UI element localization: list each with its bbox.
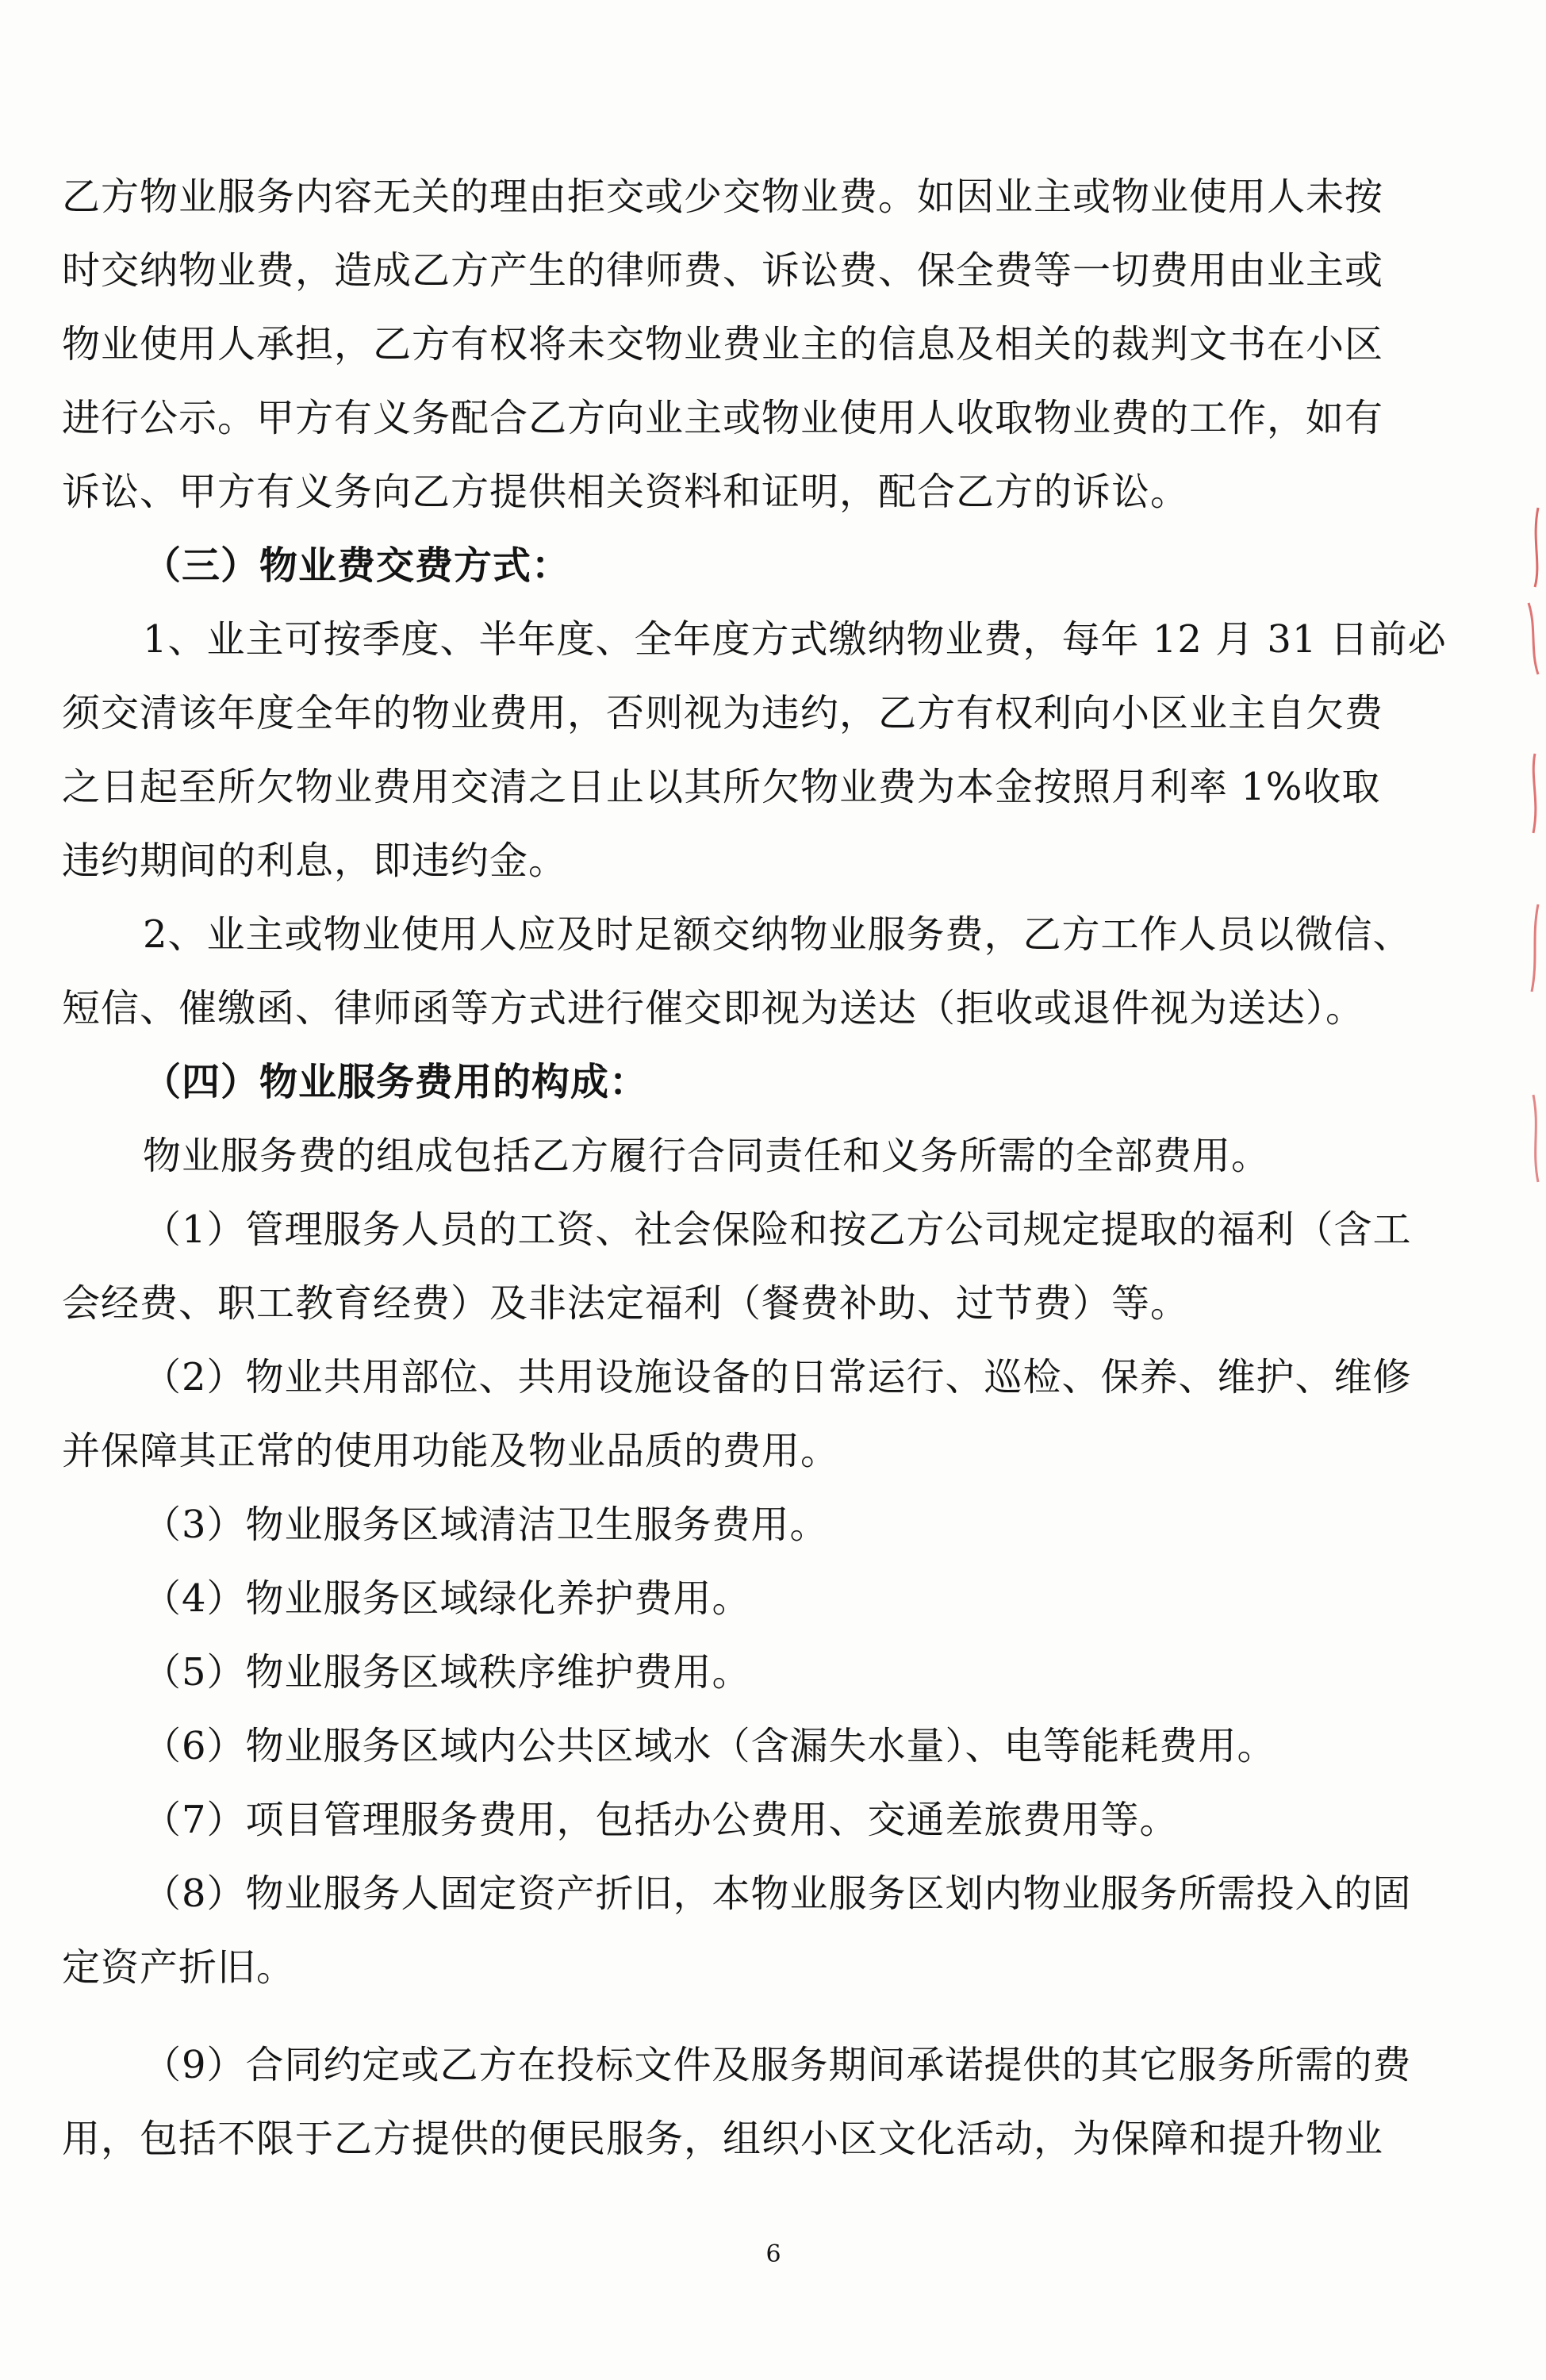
text-line-1: 乙方物业服务内容无关的理由拒交或少交物业费。如因业主或物业使用人未按 xyxy=(62,175,1384,219)
page-number: 6 xyxy=(765,2240,781,2268)
text-line-8: 须交清该年度全年的物业费用，否则视为违约，乙方有权利向小区业主自欠费 xyxy=(62,691,1384,735)
text-line-4: 进行公示。甲方有义务配合乙方向业主或物业使用人收取物业费的工作，如有 xyxy=(62,396,1384,440)
text-line-3: 物业使用人承担，乙方有权将未交物业费业主的信息及相关的裁判文书在小区 xyxy=(62,322,1384,367)
text-line-19: （3）物业服务区域清洁卫生服务费用。 xyxy=(143,1503,829,1547)
text-line-9: 之日起至所欠物业费用交清之日止以其所欠物业费为本金按照月利率 1%收取 xyxy=(62,765,1381,809)
text-line-15: （1）管理服务人员的工资、社会保险和按乙方公司规定提取的福利（含工 xyxy=(143,1207,1412,1252)
text-line-22: （6）物业服务区域内公共区域水（含漏失水量）、电等能耗费用。 xyxy=(143,1724,1276,1768)
text-line-7: 1、业主可按季度、半年度、全年度方式缴纳物业费，每年 12 月 31 日前必 xyxy=(143,617,1447,662)
text-line-10: 违约期间的利息，即违约金。 xyxy=(62,839,568,883)
text-line-2: 时交纳物业费，造成乙方产生的律师费、诉讼费、保全费等一切费用由业主或 xyxy=(62,248,1384,293)
section-heading-4: （四）物业服务费用的构成： xyxy=(143,1060,649,1104)
text-line-18: 并保障其正常的使用功能及物业品质的费用。 xyxy=(62,1429,840,1473)
text-line-12: 短信、催缴函、律师函等方式进行催交即视为送达（拒收或退件视为送达）。 xyxy=(62,986,1365,1031)
text-line-27: 用，包括不限于乙方提供的便民服务，组织小区文化活动，为保障和提升物业 xyxy=(62,2117,1384,2161)
text-line-23: （7）项目管理服务费用，包括办公费用、交通差旅费用等。 xyxy=(143,1798,1179,1842)
seal-edge-mark xyxy=(1514,492,1546,1253)
section-heading-3: （三）物业费交费方式： xyxy=(143,543,571,588)
text-line-25: 定资产折旧。 xyxy=(62,1945,296,1990)
text-line-24: （8）物业服务人固定资产折旧，本物业服务区划内物业服务所需投入的固 xyxy=(143,1871,1412,1916)
text-line-21: （5）物业服务区域秩序维护费用。 xyxy=(143,1650,751,1695)
text-line-16: 会经费、职工教育经费）及非法定福利（餐费补助、过节费）等。 xyxy=(62,1281,1190,1326)
text-line-17: （2）物业共用部位、共用设施设备的日常运行、巡检、保养、维护、维修 xyxy=(143,1355,1412,1399)
text-line-26: （9）合同约定或乙方在投标文件及服务期间承诺提供的其它服务所需的费 xyxy=(143,2043,1412,2087)
text-line-11: 2、业主或物业使用人应及时足额交纳物业服务费，乙方工作人员以微信、 xyxy=(143,912,1412,957)
text-line-20: （4）物业服务区域绿化养护费用。 xyxy=(143,1576,751,1621)
text-line-14: 物业服务费的组成包括乙方履行合同责任和义务所需的全部费用。 xyxy=(143,1134,1271,1178)
text-line-5: 诉讼、甲方有义务向乙方提供相关资料和证明，配合乙方的诉讼。 xyxy=(62,470,1190,514)
